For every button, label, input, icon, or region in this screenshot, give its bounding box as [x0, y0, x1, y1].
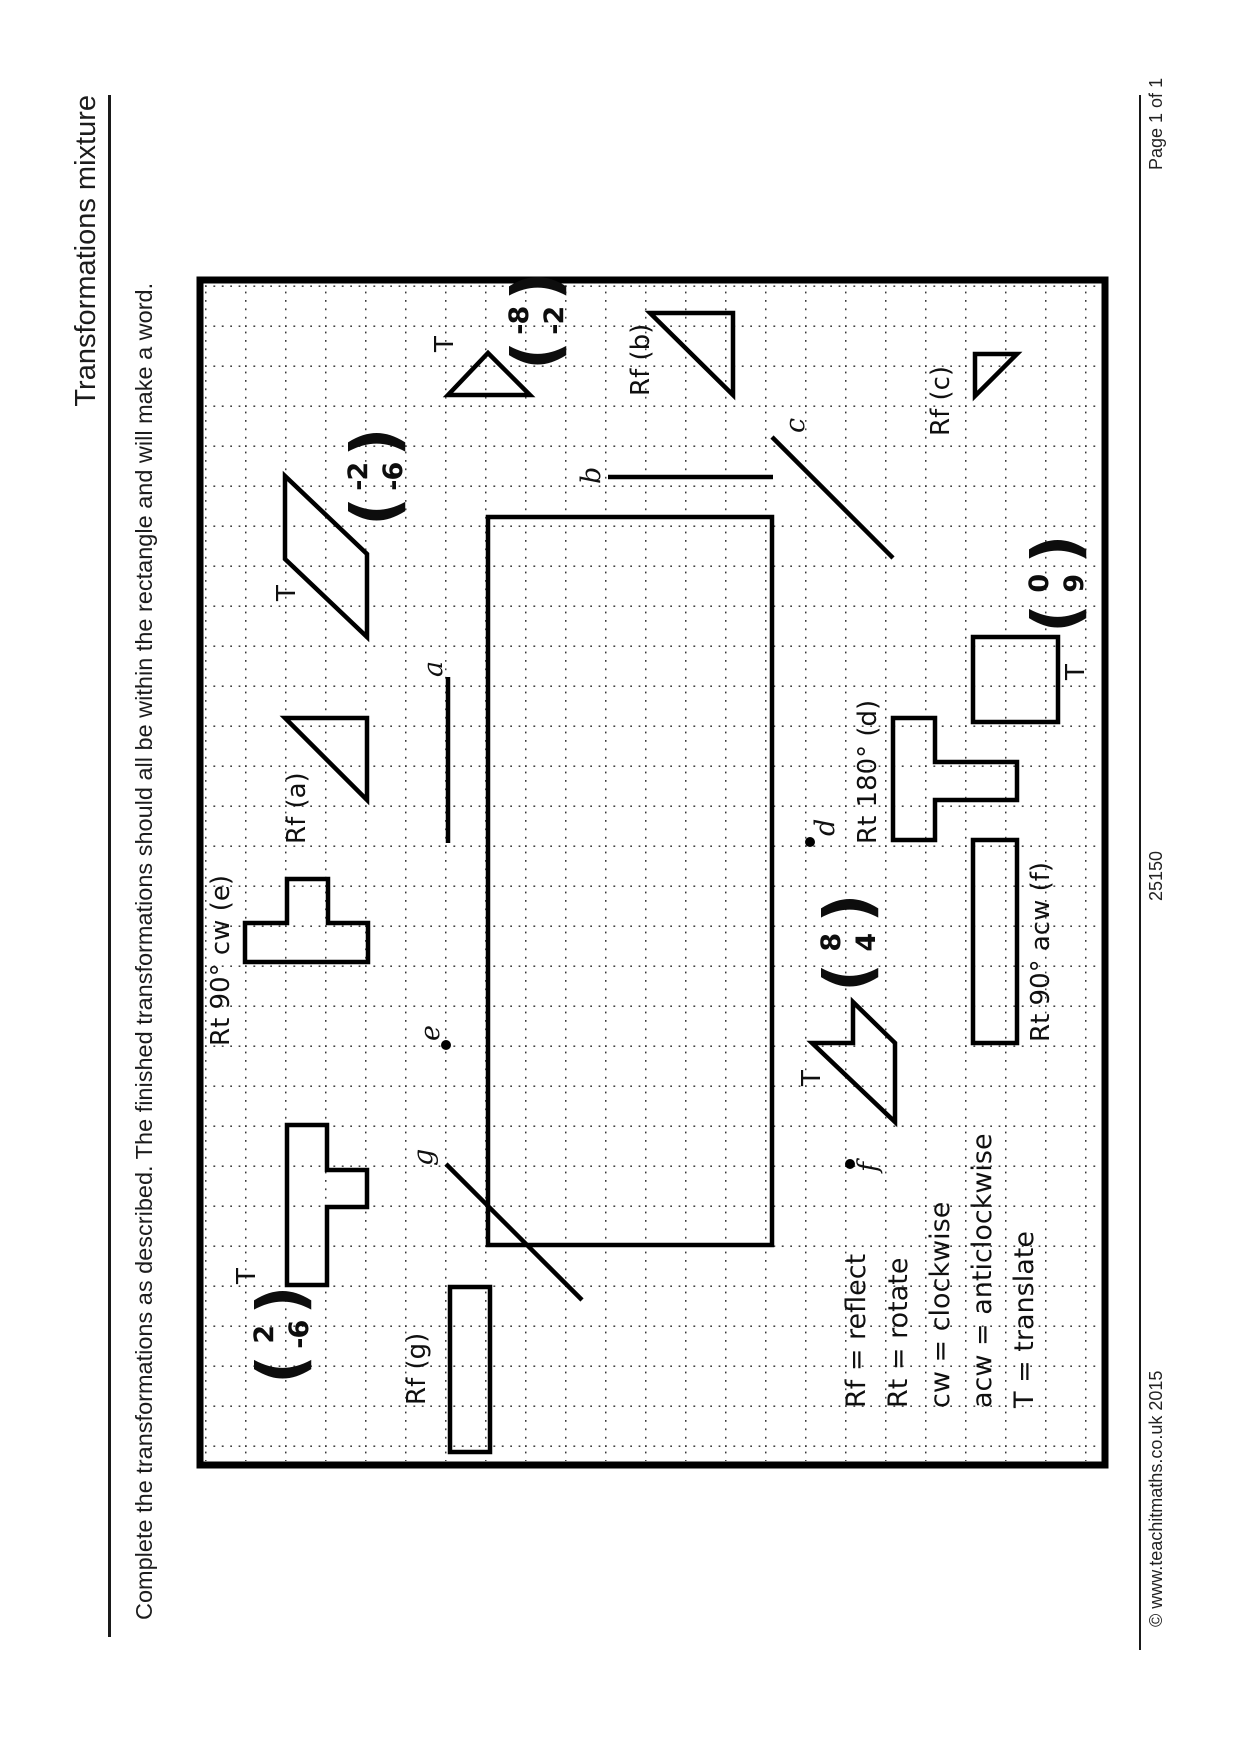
footer-copyright: © www.teachitmaths.co.uk 2015	[1146, 1370, 1166, 1627]
vector-bottom-value: -2	[538, 306, 570, 335]
rotate-e-label: Rt 90° cw (e)	[206, 875, 236, 1046]
translate-triangle-vector	[497, 272, 577, 371]
legend-line-reflect: Rf = reflect	[841, 1253, 872, 1408]
translate-triangle-label: T	[430, 336, 460, 352]
vector-bottom-value: -6	[377, 462, 409, 491]
paren-open: (	[339, 496, 413, 526]
footer-doc-number: 25150	[1146, 850, 1166, 901]
vector-top-value: 2	[248, 1325, 280, 1344]
paren-close: )	[245, 1285, 319, 1315]
mirror-line-b-label: b	[576, 466, 607, 484]
point-e-dot	[441, 1040, 451, 1050]
point-f-label: f	[853, 1162, 884, 1172]
paren-close: )	[812, 893, 886, 923]
paren-open: (	[1020, 603, 1094, 633]
reflect-b-label: Rf (b)	[626, 323, 656, 396]
paren-close: )	[500, 271, 574, 301]
translate-bar-vector	[242, 1286, 322, 1385]
paren-close: )	[339, 427, 413, 457]
legend	[836, 1133, 1046, 1408]
point-d-dot	[805, 837, 815, 847]
page-title: Transformations mixture	[70, 95, 102, 407]
mirror-line-c-label: c	[780, 417, 811, 433]
instruction-text: Complete the transformations as described. The finished transformations should all be within the rectangle and will make a word.	[131, 282, 157, 1620]
vector-bottom-value: 4	[850, 933, 882, 952]
legend-line-translate: T = translate	[1009, 1231, 1040, 1408]
vector-top-value: 0	[1023, 574, 1055, 593]
vector-bottom-value: 9	[1058, 574, 1090, 593]
translate-flag-vector	[809, 894, 889, 993]
legend-line-clockwise: cw = clockwise	[925, 1201, 956, 1408]
mirror-line-a-label: a	[418, 660, 449, 677]
mirror-line-g-label: g	[408, 1148, 439, 1166]
vector-top-value: -8	[503, 306, 535, 335]
translate-square-vector	[1017, 535, 1097, 634]
point-d-label: d	[810, 818, 841, 836]
legend-line-rotate: Rt = rotate	[883, 1257, 914, 1408]
translate-square-label: T	[1061, 664, 1091, 680]
vector-top-value: 8	[815, 933, 847, 952]
vector-top-value: -2	[342, 462, 374, 491]
reflect-c-label: Rf (c)	[926, 365, 956, 436]
footer-page-info: Page 1 of 1	[1146, 77, 1166, 170]
paren-open: (	[500, 340, 574, 370]
translate-parallelogram-vector	[336, 428, 416, 527]
paren-open: (	[245, 1354, 319, 1384]
reflect-g-label: Rf (g)	[402, 1332, 432, 1405]
translate-flag-label: T	[797, 1070, 827, 1086]
reflect-a-label: Rf (a)	[282, 772, 312, 844]
rotate-d-label: Rt 180° (d)	[853, 699, 883, 844]
translate-bar-label: T	[232, 1268, 262, 1284]
point-e-label: e	[415, 1025, 446, 1041]
legend-line-anticlockwise: acw = anticlockwise	[967, 1133, 998, 1408]
paren-open: (	[812, 962, 886, 992]
translate-parallelogram-label: T	[272, 585, 302, 601]
rotate-f-label: Rt 90° acw (f)	[1026, 861, 1056, 1042]
vector-bottom-value: -6	[283, 1320, 315, 1349]
paren-close: )	[1020, 534, 1094, 564]
footer-rule	[1139, 95, 1141, 1650]
